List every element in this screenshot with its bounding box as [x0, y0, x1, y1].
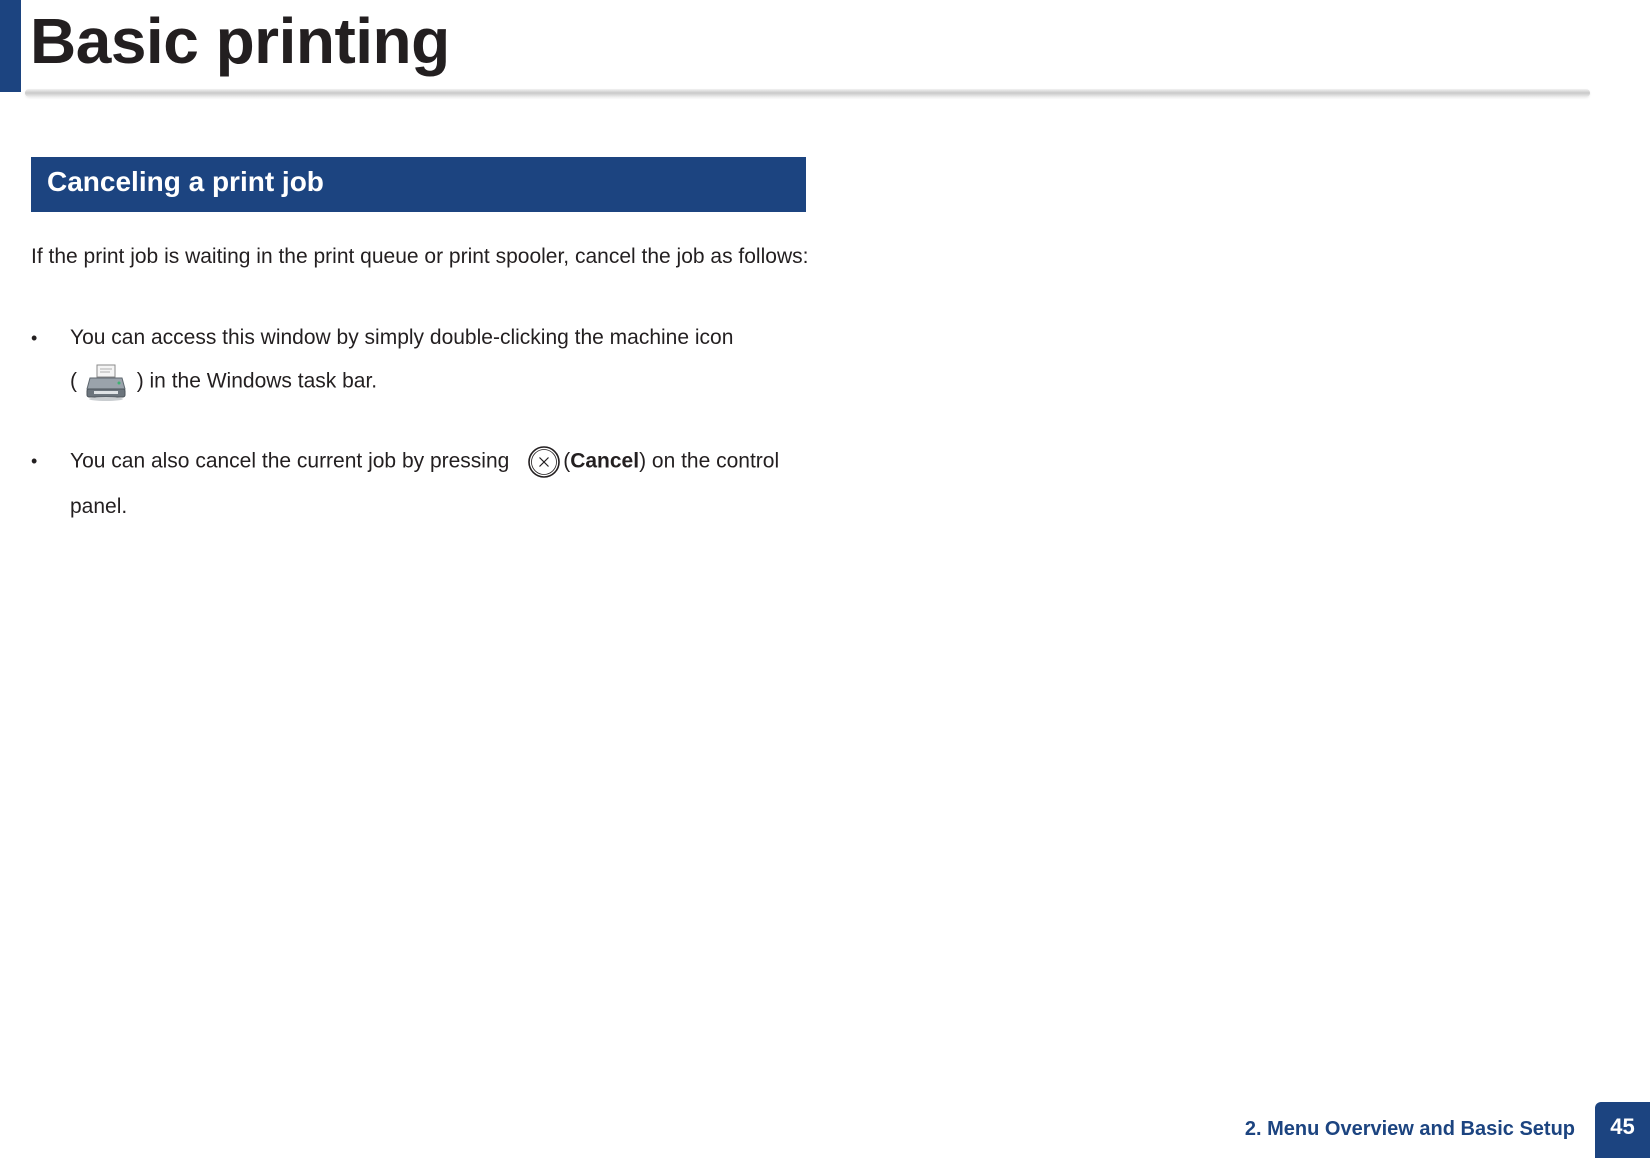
section-heading: Canceling a print job — [47, 166, 324, 197]
cancel-icon — [527, 445, 561, 479]
bullet-text-pre: You can also cancel the current job by pressing — [70, 449, 510, 473]
page-number: 45 — [1610, 1114, 1635, 1139]
intro-paragraph: If the print job is waiting in the print queue or print spooler, cancel the job as follows: — [31, 245, 809, 268]
bullet-text-line1: You can access this window by simply double-clicking the machine icon — [70, 326, 734, 349]
bullet-text-line2-rest: ) in the Windows task bar. — [136, 369, 378, 393]
bullet-item-access-window — [31, 322, 811, 412]
bullet-marker: • — [31, 328, 38, 348]
title-divider — [25, 89, 1590, 97]
paren-open: ( — [70, 369, 77, 393]
bullet-text-line2 — [70, 362, 377, 402]
title-accent-bar — [0, 0, 21, 92]
page-title: Basic printing — [30, 5, 450, 77]
bullet-marker: • — [31, 451, 38, 471]
page-number-badge — [1595, 1102, 1650, 1158]
bullet-text-line2: panel. — [70, 495, 128, 518]
section-header — [31, 157, 806, 212]
cancel-label: Cancel — [570, 449, 640, 473]
bullet-item-cancel-button — [31, 445, 811, 525]
paren-open: ( — [563, 449, 571, 473]
bullet-text-post: ) on the control — [639, 449, 780, 473]
footer-chapter: 2. Menu Overview and Basic Setup — [1244, 1118, 1575, 1140]
bullet-text-line1 — [70, 445, 779, 479]
printer-icon — [85, 362, 129, 402]
